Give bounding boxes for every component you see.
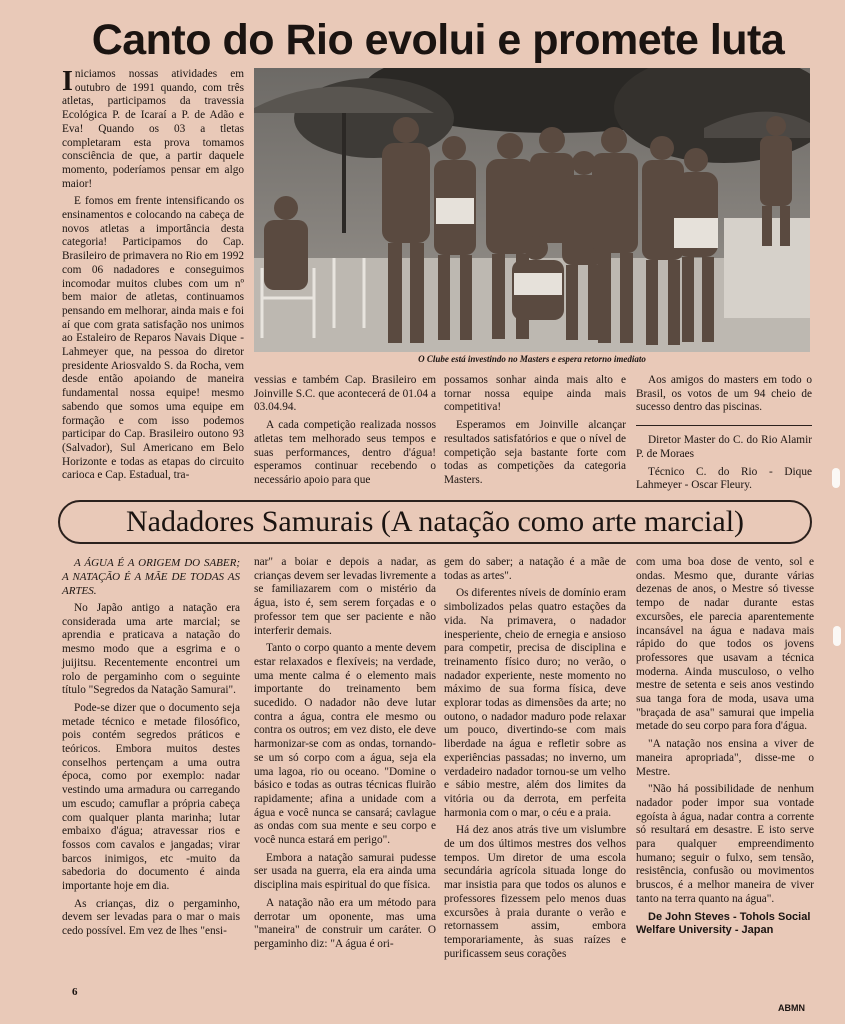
article2-col3 bbox=[444, 556, 626, 965]
dropcap: I bbox=[62, 66, 73, 97]
article1-paragraph: A cada competição realizada nossos atletas tem melhorado seus tempos e suas performances, dentro d'água! esperamos continuar recebendo o necessário apoio para que bbox=[254, 419, 436, 486]
article1-paragraph: niciamos nossas atividades em outubro de 1991 quando, com três atletas, participamos da travessia Ecológica P. de Icaraí a P. de Adão e Eva! Quando os 03 a tletas completaram esta prova tomamos consciência de que, a partir daquele momento, poderíamos pensar em algo maior! bbox=[62, 68, 244, 190]
article2-paragraph: Há dez anos atrás tive um vislumbre de um dos últimos mestres dos velhos tempos. Um diretor de uma escola secundária agrícola situada longe do mar insistia para que todos os alunos e professores fizessem pelo menos duas excursões à praia durante o verão e retornassem assim, embora temporariamente, às suas raízes e purificassem seus corações bbox=[444, 824, 626, 960]
article1-paragraph: possamos sonhar ainda mais alto e tornar nossa equipe ainda mais competitiva! bbox=[444, 374, 626, 414]
article1-col1 bbox=[62, 68, 244, 487]
article2-intro: A ÁGUA É A ORIGEM DO SABER; A NATAÇÃO É A MÃE DE TODAS AS ARTES. bbox=[62, 557, 240, 597]
signature-director: Diretor Master do C. do Rio Alamir P. de Moraes bbox=[636, 434, 812, 460]
article1-col2 bbox=[254, 374, 436, 492]
article1-paragraph: vessias e também Cap. Brasileiro em Joinville S.C. que acontecerá de 01.04 a 03.04.94. bbox=[254, 374, 436, 414]
team-photo-image bbox=[254, 68, 810, 352]
footer-mark: ABMN bbox=[778, 1003, 805, 1013]
binder-hole bbox=[833, 626, 841, 646]
article2-headline: Nadadores Samurais (A natação como arte marcial) bbox=[58, 500, 812, 544]
article2-paragraph: "Não há possibilidade de nenhum nadador poder impor sua vontade egoísta à água, nadar contra a corrente só resultará em desastre. E isto serve para qualquer empreendimento humano; seguir o fulxo, sem tensão, resistência, confusão ou movimentos bruscos, é a melhor maneira de viver tanto na terra quanto na água". bbox=[636, 783, 814, 905]
article2-paragraph: Pode-se dizer que o documento seja metade técnico e metade filosófico, pois contém segredos práticos e teóricos. Embora muitos destes conselhos pertençam a uma outra época, como por exemplo: nadar vestindo uma armadura ou carregando um escudo; camuflar a própria cabeça com qualquer planta marinha; lutar embaixo d'água; atravessar rios e fossos com cavalos e jangadas; virar barcos inimigos, etc -muito da sabedoria do documento é ainda importante hoje em dia. bbox=[62, 701, 240, 893]
article2-paragraph: As crianças, diz o pergaminho, devem ser levadas para o mar o mais cedo possível. Em vez de lhes "ensi- bbox=[62, 897, 240, 938]
signature-coach: Técnico C. do Rio - Dique Lahmeyer - Oscar Fleury. bbox=[636, 465, 812, 492]
article2-author: De John Steves - Tohols Social Welfare University - Japan bbox=[636, 910, 811, 936]
article1-headline: Canto do Rio evolui e promete luta bbox=[91, 16, 785, 64]
signature-divider bbox=[636, 425, 812, 426]
article2-col1 bbox=[62, 556, 240, 943]
article2-col2 bbox=[254, 556, 436, 956]
photo-caption: O Clube está investindo no Masters e espera retorno imediato bbox=[418, 354, 646, 364]
article1-paragraph: Aos amigos do masters em todo o Brasil, os votos de um 94 cheio de sucesso dentro das piscinas. bbox=[636, 374, 812, 414]
article1-col3 bbox=[444, 374, 626, 492]
article2-col4 bbox=[636, 556, 814, 941]
article2-paragraph: gem do saber; a natação é a mãe de todas as artes". bbox=[444, 556, 626, 582]
article2-paragraph: No Japão antigo a natação era considerada uma arte marcial; se aprendia e praticava a natação do mesmo modo que a esgrima e o juijitsu. Recentemente encontrei um rolo de pergaminho com o seguinte título "Segredos da Natação Samurai". bbox=[62, 602, 240, 697]
article2-paragraph: Tanto o corpo quanto a mente devem estar relaxados e flexíveis; na verdade, uma mente calma é o elemento mais importante do treinamento bem sucedido. O nadador não deve lutar contra a água, contra ele mesmo ou contra os outros; em vez disto, ele deve harmonizar-se com as ondas, tornando-se um só corpo com a água, seja ela uma lagoa, rio ou oceano. "Domine o básico e todas as outras técnicas fluirão rapidamente; afina a unidade com a água e você nunca se cansará; cavlague as ondas com sua mente e seu corpo e você nunca estará em perigo". bbox=[254, 642, 436, 847]
article1-paragraph: E fomos em frente intensificando os ensinamentos e colocando na cabeça de novos atletas a importância desta categoria! Participamos do Cap. Brasileiro de primavera no Rio em 1992 com 06 nadadores e conseguimos incomodar muitos clubes com um nº bem maior de atletas, continuamos pensando em melhorar, ainda mais e foi aí que com grata satisfação nos unimos ao Estaleiro de Reparos Navais Dique - Lahmeyer que, na pessoa do diretor presidente Ariosvaldo S. da Rocha, vem desde então apoiando de maneira fundamental nossa equipe! mesmo sabendo que somos uma equipe em formação e com isso podemos participar do Cap. Brasileiro outono 93 (Salvador), Sul Americano em Belo Horizonte e todas as etapas do circuito carioca e Cap. Estadual, tra- bbox=[62, 195, 244, 482]
article2-paragraph: A natação não era um método para derrotar um oponente, mas uma "maneira" de construir um caráter. O pergaminho diz: "A água é ori- bbox=[254, 896, 436, 950]
article2-paragraph: "A natação nos ensina a viver de maneira apropriada", disse-me o Mestre. bbox=[636, 738, 814, 778]
binder-hole bbox=[832, 468, 840, 488]
article2-paragraph: com uma boa dose de vento, sol e ondas. Mesmo que, durante várias dezenas de anos, o Mestre só tivesse tempo de nadar durante estas excursões, ele parecia aparentemente incansável na água e nadava mais rápido do que todos os jovens professores que usavam a técnica moderna. Ainda musculoso, o velho mestre de setenta e seis anos vestindo sua tanga fora de moda, usava uma "braçada de asa" samurai que impelia metade do seu corpo para fora d'água. bbox=[636, 556, 814, 733]
page-number: 6 bbox=[72, 986, 78, 998]
article1-col4 bbox=[636, 374, 812, 497]
article2-paragraph: nar" a boiar e depois a nadar, as crianças devem ser levadas livremente a se familiazarem com o mistério da água, isto é, sem serem forçadas e o professor tem que ser paciente e não interferir demais. bbox=[254, 556, 436, 637]
article2-paragraph: Embora a natação samurai pudesse ser usada na guerra, ela era ainda uma disciplina mais espiritual do que física. bbox=[254, 851, 436, 892]
team-photo bbox=[254, 68, 810, 352]
article1-paragraph: Esperamos em Joinville alcançar resultados satisfatórios e que o nível de competição seja bastante forte com todas as competições da categoria Masters. bbox=[444, 419, 626, 486]
article2-paragraph: Os diferentes níveis de domínio eram simbolizados pelas quatro estações da vida. Na primavera, o nadador inesperiente, cheio de ernegia e ansioso para competir, precisa de disciplina e treinamento físico duro; no verão, o nadador experiente, neste momento no máximo de sua forma física, deve explorar todas as dimensões da arte; no outono, o nadador maduro pode relaxar um pouco, divertindo-se com mais liberdade na água e refletir sobre as experiências passadas; no inverno, um verdadeiro nadador tornou-se um velho e sábio mestre, além dos limites da vitória ou da derrota, em perfeita harmonia com o mar, o céu e a praia. bbox=[444, 587, 626, 819]
